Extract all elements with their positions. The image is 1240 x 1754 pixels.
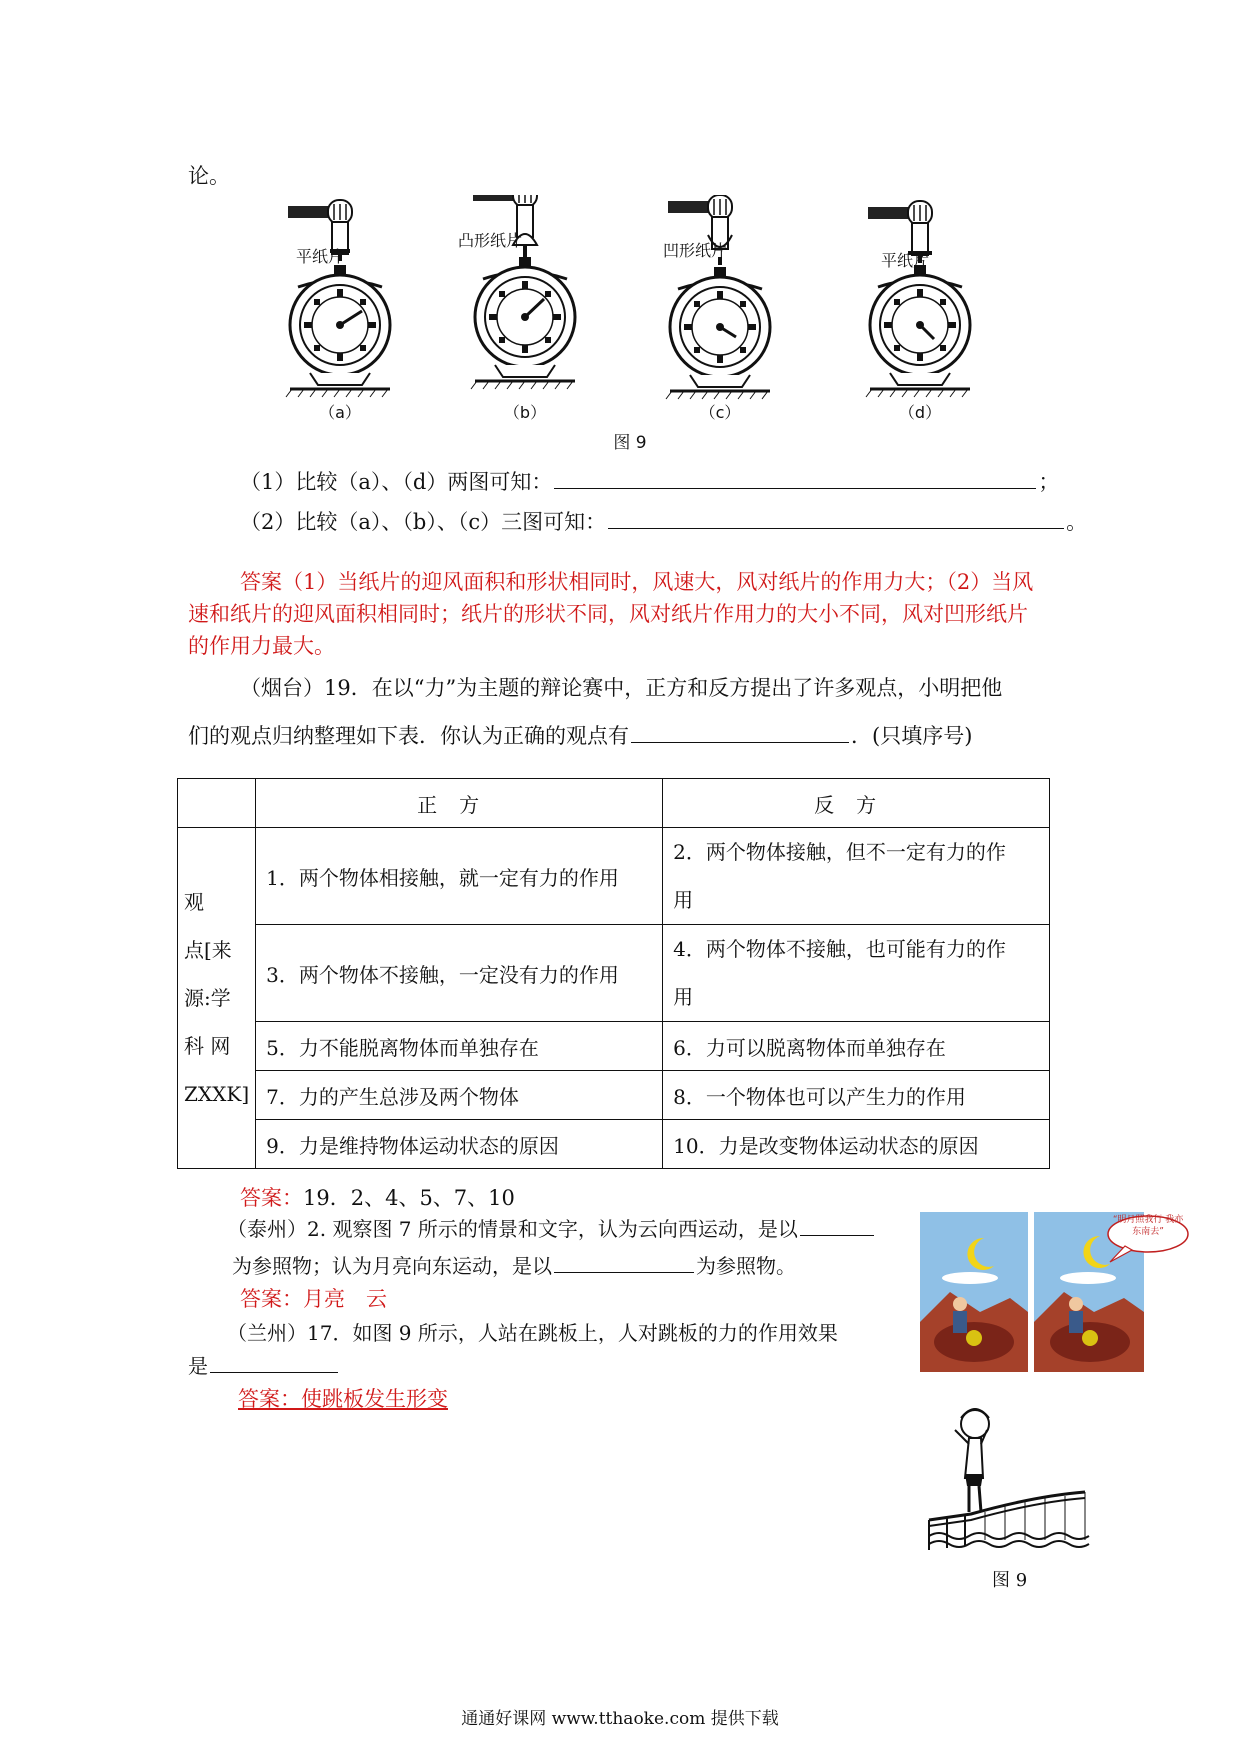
answer-1-line-2: 速和纸片的迎风面积相同时；纸片的形状不同，风对纸片作用力的大小不同，风对凹形纸片 xyxy=(188,602,1028,626)
subcaption-b: （b） xyxy=(503,403,547,422)
taizhou-line-2 xyxy=(232,1250,796,1279)
side-label-3: 源:学 xyxy=(184,986,231,1010)
lanzhou-text: 是 xyxy=(188,1354,208,1378)
header-pro: 正方 xyxy=(256,779,663,828)
cell-con-8: 8．一个物体也可以产生力的作用 xyxy=(663,1071,1050,1120)
cell-pro-7: 7．力的产生总涉及两个物体 xyxy=(256,1071,663,1120)
cell-con-2-b: 用 xyxy=(673,888,694,912)
answer-3: 答案：月亮 云 xyxy=(240,1287,387,1311)
cell-con-4-a: 4．两个物体不接触，也可能有力的作 xyxy=(673,937,1006,961)
cell-con-4-b: 用 xyxy=(673,985,694,1009)
cell-con-10: 10．力是改变物体运动状态的原因 xyxy=(663,1120,1050,1169)
cell-pro-1: 1．两个物体相接触，就一定有力的作用 xyxy=(256,828,663,925)
answer-1-line-1: 答案（1）当纸片的迎风面积和形状相同时，风速大，风对纸片的作用力大；（2）当风 xyxy=(240,570,1034,594)
answer-blank-2[interactable] xyxy=(608,527,1064,529)
side-label-5: ZXXK] xyxy=(184,1082,250,1106)
question-2-text: （2）比较（a）、（b）、（c）三图可知： xyxy=(240,510,607,534)
yantai-question-line-2 xyxy=(188,720,972,750)
yantai-question-line-1: （烟台）19．在以“力”为主题的辩论赛中，正方和反方提出了许多观点，小明把他 xyxy=(240,676,1003,700)
cell-con-4 xyxy=(663,925,1050,1022)
answer-2-value: 19．2、4、5、7、10 xyxy=(303,1186,515,1210)
question-1-end: ； xyxy=(1038,470,1060,494)
answer-1-line-3: 的作用力最大。 xyxy=(188,634,335,658)
diving-figure-caption: 图 9 xyxy=(992,1570,1028,1591)
answer-4: 答案：使跳板发生形变 xyxy=(238,1387,448,1411)
taizhou-blank-1[interactable] xyxy=(800,1234,874,1236)
cell-con-6: 6．力可以脱离物体而单独存在 xyxy=(663,1022,1050,1071)
taizhou-line-1 xyxy=(227,1213,876,1242)
viewpoints-table xyxy=(177,778,1050,1169)
subcaption-a: （a） xyxy=(319,403,361,422)
cell-pro-5: 5．力不能脱离物体而单独存在 xyxy=(256,1022,663,1071)
figure-caption: 图 9 xyxy=(613,433,647,453)
label-concave: 凹形纸片 xyxy=(662,241,727,260)
answer-2-label: 答案： xyxy=(240,1186,303,1210)
taizhou-text: （泰州）2. 观察图 7 所示的情景和文字，认为云向西运动，是以 xyxy=(227,1217,798,1241)
cell-pro-9: 9．力是维持物体运动状态的原因 xyxy=(256,1120,663,1169)
side-label-4: 科 网 xyxy=(184,1034,231,1058)
question-2 xyxy=(240,506,1087,536)
side-label-1: 观 xyxy=(184,890,204,914)
taizhou-blank-2[interactable] xyxy=(554,1271,694,1273)
lanzhou-line-1: （兰州）17．如图 9 所示，人站在跳板上，人对跳板的力的作用效果 xyxy=(227,1321,838,1345)
table-corner xyxy=(178,779,256,828)
diving-board-illustration xyxy=(925,1400,1095,1550)
taizhou-tail: 为参照物。 xyxy=(696,1254,796,1278)
intro-fragment: 论。 xyxy=(188,164,230,188)
side-label xyxy=(178,828,256,1169)
label-convex: 凸形纸片 xyxy=(457,231,522,250)
yantai-answer-blank[interactable] xyxy=(631,741,849,743)
speech-bubble-text: “明月照我行 我亦东南去” xyxy=(1112,1215,1184,1237)
subcaption-c: （c） xyxy=(699,403,741,422)
lanzhou-line-2 xyxy=(188,1350,340,1379)
cell-con-2-a: 2．两个物体接触，但不一定有力的作 xyxy=(673,840,1006,864)
lanzhou-blank[interactable] xyxy=(210,1371,338,1373)
cell-pro-3: 3．两个物体不接触，一定没有力的作用 xyxy=(256,925,663,1022)
cell-con-2 xyxy=(663,828,1050,925)
question-1 xyxy=(240,466,1059,496)
yantai-tail: ．(只填序号) xyxy=(851,724,973,748)
header-con: 反方 xyxy=(663,779,1050,828)
scales-figure xyxy=(280,195,1000,405)
yantai-text: 们的观点归纳整理如下表．你认为正确的观点有 xyxy=(188,724,629,748)
subcaption-d: （d） xyxy=(898,403,942,422)
question-1-text: （1）比较（a）、（d）两图可知： xyxy=(240,470,553,494)
answer-blank-1[interactable] xyxy=(554,487,1036,489)
footer: 通通好课网 www.tthaoke.com 提供下载 xyxy=(461,1709,779,1729)
side-label-2: 点[来 xyxy=(184,938,232,962)
label-flat-d: 平纸片 xyxy=(880,251,929,270)
label-flat-a: 平纸片 xyxy=(295,247,344,266)
question-2-end: 。 xyxy=(1066,510,1088,534)
taizhou-text-2: 为参照物；认为月亮向东运动，是以 xyxy=(232,1254,552,1278)
answer-2 xyxy=(240,1182,515,1212)
